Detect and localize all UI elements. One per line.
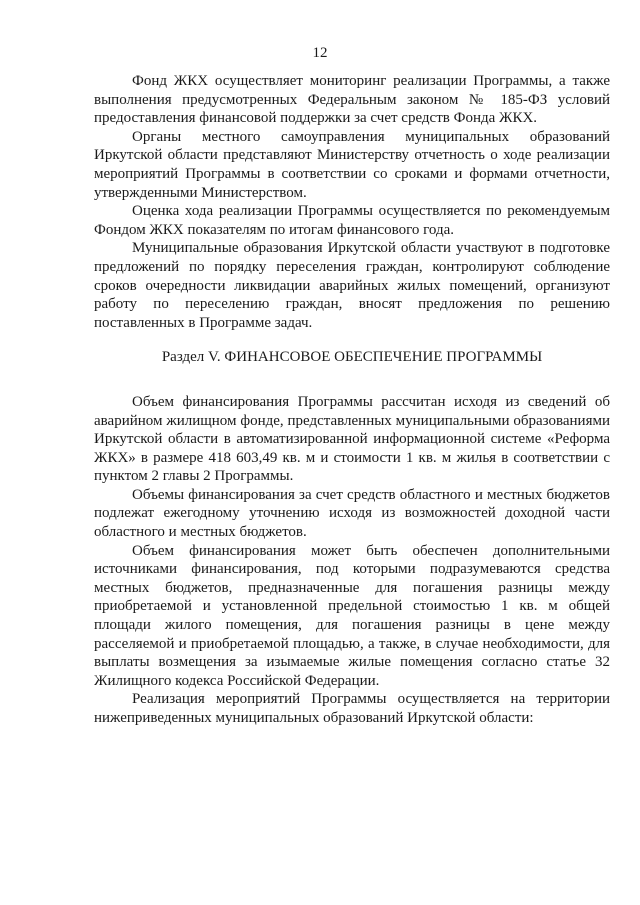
paragraph-fund-monitoring: Фонд ЖКХ осуществляет мониторинг реализации Программы, а также выполнения предусмотренных Федеральным законом № 185-ФЗ условий предоставления финансовой поддержки за счет средств Фонда ЖКХ. (94, 73, 610, 127)
page-number: 12 (312, 45, 328, 61)
paragraph-territory: Реализация мероприятий Программы осуществляется на территории нижеприведенных муниципальных образований Иркутской области: (94, 691, 610, 726)
document-body (94, 72, 610, 728)
section-heading: Раздел V. ФИНАНСОВОЕ ОБЕСПЕЧЕНИЕ ПРОГРАММЫ (161, 349, 543, 366)
paragraph-funding-volume: Объем финансирования Программы рассчитан исходя из сведений об аварийном жилищном фонде, представленных муниципальными образованиями Иркутской области в автоматизированной информационной системе «Реформа ЖКХ» в размере 418 603,49 кв. м и стоимости 1 кв. м жилья в соответствии с пунктом 2 главы 2 Программы. (94, 393, 610, 485)
paragraph-additional-sources: Объем финансирования может быть обеспечен дополнительными источниками финансирования, под которыми подразумеваются средства местных бюджетов, предназначенные для погашения разницы между приобретаемой и установленной предельной стоимостью 1 кв. м общей площади жилого помещения, для погашения разницы в цене между расселяемой и приобретаемой площадью, а также, в случае необходимости, для выплаты возмещения за изымаемые жилые помещения согласно статье 32 Жилищного кодекса Российской Федерации. (94, 542, 610, 689)
spacer (94, 367, 610, 393)
paragraph-progress-evaluation: Оценка хода реализации Программы осуществляется по рекомендуемым Фондом ЖКХ показателям по итогам финансового года. (94, 203, 610, 238)
paragraph-local-authorities-reporting: Органы местного самоуправления муниципальных образований Иркутской области представляют Министерству отчетность о ходе реализации мероприятий Программы в соответствии со сроками и формами отчетности, утвержденными Министерством. (94, 128, 610, 201)
paragraph-budget-adjustment: Объемы финансирования за счет средств областного и местных бюджетов подлежат ежегодному уточнению исходя из возможностей доходной части областного и местных бюджетов. (94, 486, 610, 541)
spacer (94, 332, 610, 348)
paragraph-municipal-participation: Муниципальные образования Иркутской области участвуют в подготовке предложений по порядку переселения граждан, контролируют соблюдение сроков очередности ликвидации аварийных жилых помещений, организуют работу по переселению граждан, вносят предложения по решению поставленных в Программе задач. (94, 240, 610, 331)
